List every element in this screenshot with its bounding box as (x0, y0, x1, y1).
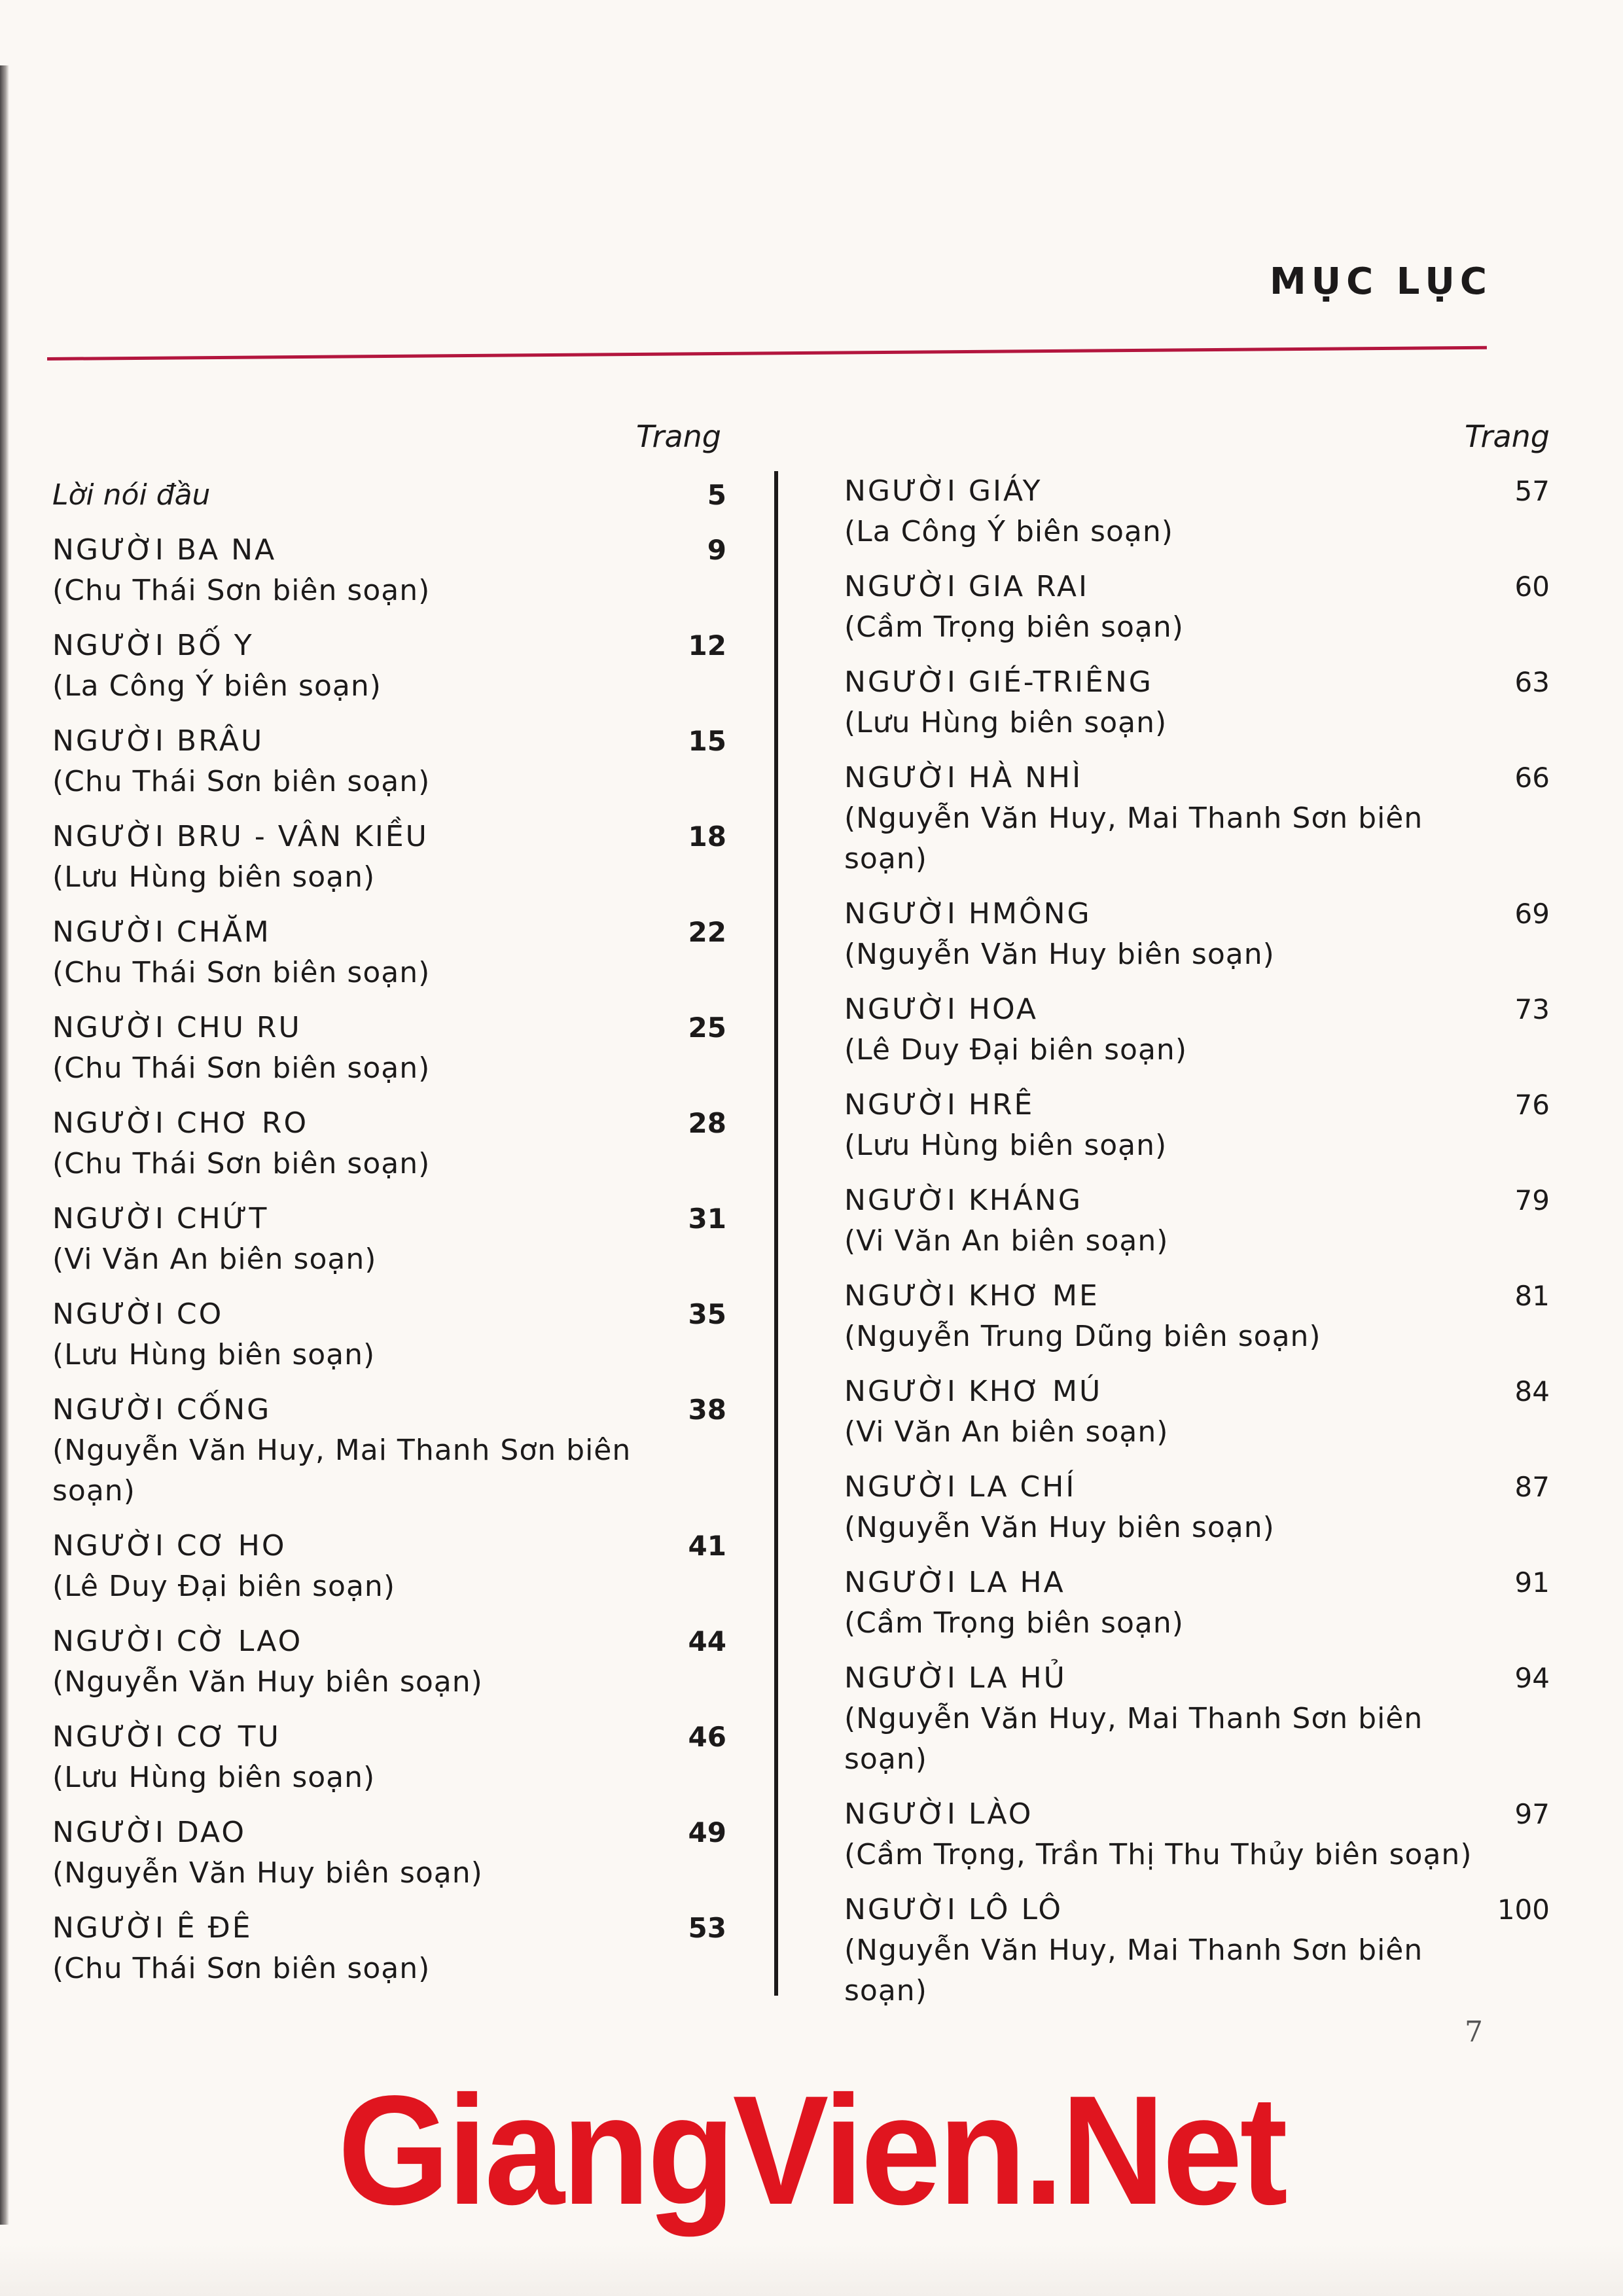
toc-entry-name: NGƯỜI BỐ Y (52, 629, 254, 662)
toc-page-number: 84 (1514, 1375, 1550, 1407)
toc-entry-name: NGƯỜI LÔ LÔ (844, 1893, 1063, 1926)
toc-page-number: 28 (688, 1107, 726, 1139)
toc-entry[interactable] (844, 1085, 1550, 1166)
toc-entry-editor: (Vi Văn An biên soạn) (844, 1224, 1169, 1258)
toc-entry-editor: (Chu Thái Sơn biên soạn) (52, 956, 431, 989)
toc-entry-editor: (Lưu Hùng biên soạn) (52, 1761, 376, 1794)
toc-entry[interactable] (844, 471, 1550, 552)
toc-entry-editor: (Lê Duy Đại biên soạn) (844, 1033, 1187, 1067)
toc-entry[interactable] (844, 1371, 1550, 1453)
toc-page-number: 9 (707, 534, 726, 566)
toc-entry-name: NGƯỜI CHĂM (52, 915, 271, 949)
toc-page-number: 53 (688, 1912, 726, 1944)
toc-entry-editor: (Cầm Trọng, Trần Thị Thu Thủy biên soạn) (844, 1838, 1472, 1871)
toc-entry[interactable] (52, 1103, 726, 1184)
toc-entry-editor: (Nguyễn Văn Huy biên soạn) (844, 1511, 1275, 1544)
toc-entry[interactable] (52, 1390, 726, 1511)
toc-page-number: 63 (1514, 666, 1550, 698)
toc-entry[interactable] (844, 989, 1550, 1070)
toc-entry[interactable] (844, 1180, 1550, 1262)
toc-entry[interactable] (844, 758, 1550, 879)
toc-entry-name: NGƯỜI GIÉ-TRIÊNG (844, 665, 1153, 699)
toc-page-number: 76 (1514, 1089, 1550, 1121)
toc-entry[interactable] (844, 662, 1550, 743)
toc-entry-name: NGƯỜI BA NA (52, 533, 277, 567)
toc-entry-editor: (Vi Văn An biên soạn) (844, 1415, 1169, 1449)
toc-left-entries (52, 530, 726, 1989)
toc-left-column (52, 419, 726, 2004)
toc-entry-name: NGƯỜI KHÁNG (844, 1184, 1082, 1217)
toc-entry-editor: (La Công Ý biên soạn) (52, 669, 382, 703)
toc-entry-name: NGƯỜI LA HỦ (844, 1661, 1067, 1695)
toc-entry-editor: (Nguyễn Văn Huy, Mai Thanh Sơn biên soạn) (844, 802, 1423, 875)
toc-entry-name: NGƯỜI GIA RAI (844, 570, 1089, 603)
toc-entry-name: NGƯỜI CỜ LAO (52, 1625, 303, 1658)
scan-edge-shadow (0, 65, 9, 2225)
toc-preface-label: Lời nói đầu (52, 478, 211, 512)
toc-page-number: 79 (1514, 1184, 1550, 1216)
toc-entry-editor: (Chu Thái Sơn biên soạn) (52, 765, 431, 798)
toc-entry-name: NGƯỜI BRÂU (52, 724, 264, 758)
toc-entry-editor: (Nguyễn Văn Huy biên soạn) (844, 938, 1275, 971)
toc-page-number: 5 (707, 479, 726, 511)
toc-page-number: 49 (688, 1816, 726, 1848)
toc-entry-name: NGƯỜI CƠ HO (52, 1529, 287, 1563)
toc-page-number: 35 (688, 1298, 726, 1330)
toc-page-number: 69 (1514, 898, 1550, 930)
toc-page-number: 31 (688, 1203, 726, 1235)
toc-page-number: 15 (688, 725, 726, 757)
toc-entry-editor: (Lưu Hùng biên soạn) (52, 1338, 376, 1371)
toc-page-number: 81 (1514, 1280, 1550, 1312)
toc-page-number: 87 (1514, 1471, 1550, 1503)
toc-page-number: 46 (688, 1721, 726, 1753)
toc-entry[interactable] (844, 1658, 1550, 1780)
toc-page-number: 73 (1514, 993, 1550, 1025)
toc-page-number: 12 (688, 629, 726, 662)
toc-entry[interactable] (52, 721, 726, 802)
toc-entry-editor: (Chu Thái Sơn biên soạn) (52, 574, 431, 607)
toc-entry-editor: (Nguyễn Văn Huy biên soạn) (52, 1856, 483, 1890)
toc-entry-name: NGƯỜI BRU - VÂN KIỀU (52, 820, 429, 853)
toc-entry-name: NGƯỜI HMÔNG (844, 897, 1092, 930)
toc-entry-name: NGƯỜI CỐNG (52, 1393, 272, 1426)
toc-entry[interactable] (52, 1294, 726, 1375)
toc-entry-name: NGƯỜI CHỨT (52, 1202, 269, 1235)
toc-entry[interactable] (52, 912, 726, 993)
column-divider (774, 471, 778, 1996)
toc-entry[interactable] (844, 1276, 1550, 1357)
toc-entry[interactable] (52, 1008, 726, 1089)
toc-entry[interactable] (844, 1467, 1550, 1548)
toc-page-number: 100 (1497, 1894, 1550, 1926)
toc-preface[interactable] (52, 475, 726, 516)
toc-entry-name: NGƯỜI HOA (844, 993, 1038, 1026)
page-title: MỤC LỤC (1269, 260, 1492, 303)
toc-page-number: 38 (688, 1394, 726, 1426)
toc-page-number: 60 (1514, 571, 1550, 603)
toc-entry-name: NGƯỜI LA CHÍ (844, 1470, 1077, 1504)
toc-entry[interactable] (844, 1563, 1550, 1644)
toc-entry-editor: (Nguyễn Văn Huy, Mai Thanh Sơn biên soạn) (844, 1702, 1423, 1776)
toc-entry-editor: (Nguyễn Văn Huy, Mai Thanh Sơn biên soạn) (52, 1434, 632, 1508)
toc-entry-name: NGƯỜI CHU RU (52, 1011, 302, 1044)
toc-entry-name: NGƯỜI HÀ NHÌ (844, 761, 1083, 794)
watermark: GiangVien.Net (338, 2063, 1285, 2237)
toc-entry-name: NGƯỜI KHƠ MÚ (844, 1375, 1103, 1408)
toc-page-number: 22 (688, 916, 726, 948)
toc-page-number: 57 (1514, 475, 1550, 507)
toc-entry-name: NGƯỜI CHƠ RO (52, 1106, 309, 1140)
toc-entry-name: NGƯỜI CƠ TU (52, 1720, 281, 1754)
toc-entry[interactable] (52, 1199, 726, 1280)
toc-entry[interactable] (844, 894, 1550, 975)
toc-entry[interactable] (52, 626, 726, 707)
toc-page-number: 41 (688, 1530, 726, 1562)
toc-entry-editor: (Lưu Hùng biên soạn) (844, 1129, 1168, 1162)
toc-entry[interactable] (52, 1908, 726, 1989)
toc-right-column (844, 419, 1550, 2026)
toc-entry-editor: (Chu Thái Sơn biên soạn) (52, 1147, 431, 1180)
toc-entry[interactable] (52, 530, 726, 611)
page-column-header: Trang (1465, 419, 1550, 454)
toc-entry-name: NGƯỜI DAO (52, 1816, 246, 1849)
toc-page-number: 91 (1514, 1566, 1550, 1598)
toc-page-number: 97 (1514, 1798, 1550, 1830)
toc-entry-name: NGƯỜI KHƠ ME (844, 1279, 1099, 1313)
toc-entry-editor: (Cầm Trọng biên soạn) (844, 610, 1184, 644)
toc-entry-editor: (Nguyễn Văn Huy biên soạn) (52, 1665, 483, 1699)
toc-entry[interactable] (52, 1812, 726, 1894)
toc-entry[interactable] (844, 567, 1550, 648)
toc-entry-editor: (Nguyễn Văn Huy, Mai Thanh Sơn biên soạn) (844, 1934, 1423, 2007)
toc-entry-name: NGƯỜI LA HA (844, 1566, 1065, 1599)
toc-page-number: 25 (688, 1012, 726, 1044)
toc-page-number: 44 (688, 1625, 726, 1657)
toc-entry[interactable] (52, 1621, 726, 1703)
toc-entry-name: NGƯỜI HRÊ (844, 1088, 1035, 1122)
toc-entry-name: NGƯỜI LÀO (844, 1797, 1033, 1831)
toc-entry-editor: (Nguyễn Trung Dũng biên soạn) (844, 1320, 1321, 1353)
toc-entry-editor: (Chu Thái Sơn biên soạn) (52, 1952, 431, 1985)
toc-entry[interactable] (844, 1890, 1550, 2011)
toc-page-number: 94 (1514, 1662, 1550, 1694)
toc-entry-editor: (La Công Ý biên soạn) (844, 515, 1173, 548)
toc-entry-editor: (Lưu Hùng biên soạn) (844, 706, 1168, 739)
toc-entry-editor: (Lê Duy Đại biên soạn) (52, 1570, 395, 1603)
title-rule (47, 346, 1487, 361)
toc-entry[interactable] (52, 817, 726, 898)
toc-entry[interactable] (844, 1794, 1550, 1875)
toc-entry-name: NGƯỜI GIÁY (844, 474, 1043, 508)
toc-entry-editor: (Vi Văn An biên soạn) (52, 1243, 377, 1276)
toc-page-number: 66 (1514, 762, 1550, 794)
toc-entry-editor: (Chu Thái Sơn biên soạn) (52, 1051, 431, 1085)
toc-entry-name: NGƯỜI CO (52, 1298, 224, 1331)
page-column-header: Trang (636, 419, 721, 454)
toc-entry-editor: (Cầm Trọng biên soạn) (844, 1606, 1184, 1640)
toc-entry-name: NGƯỜI Ê ĐÊ (52, 1911, 253, 1945)
scan-bottom-edge (0, 2244, 1623, 2296)
toc-entry-editor: (Lưu Hùng biên soạn) (52, 860, 376, 894)
page-number-folio: 7 (1465, 2015, 1483, 2049)
toc-entry[interactable] (52, 1717, 726, 1798)
toc-entry[interactable] (52, 1526, 726, 1607)
toc-page-number: 18 (688, 821, 726, 853)
toc-right-entries (844, 471, 1550, 2011)
